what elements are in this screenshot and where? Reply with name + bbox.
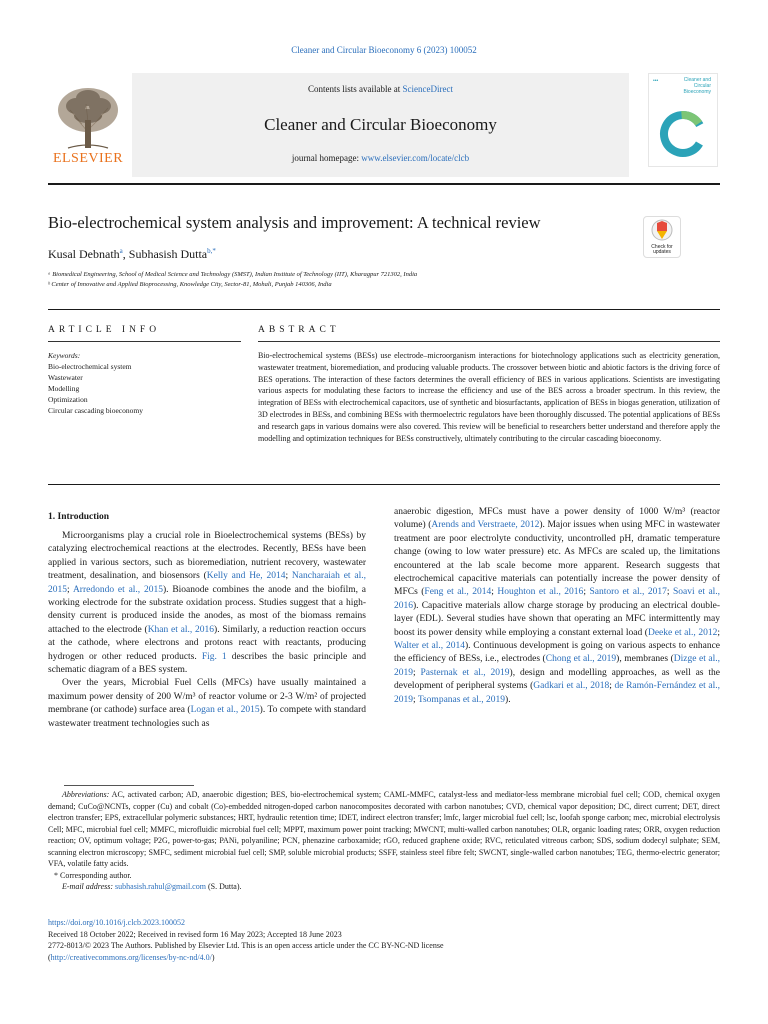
abbreviations-text: AC, activated carbon; AD, anaerobic digestion; BES, bio-electrochemical system; CAML-MMFC, catalyst-less and mediator-less membrane microbial fuel cell; COD, chemical oxygen demand; CuCo@NCNTs, copper (Cu) and cobalt (Co)-embedded nitrogen-doped carbon nanocomposites decorated with carbon nanotubes; CVD, chemical vapor deposition; DC, direct current; DET, direct electron transfer; EPS, extracellular polymeric substances; HRT, hydraulic retention time; IDET, indirect electron transfer; lmfc, larger microbial fuel cell; lsc, loofah sponge carbon; mec, microbial electrolysis Cell; MFC, microbial fuel cell; MMFC, microfluidic microbial fuel cell; MPPT, maximum power point tracking; MWCNT, multi-walled carbon nanotubes; OLR, organic loading rates; ORR, oxygen reduction reaction; OV, optimum voltage; P2G, power-to-gas; PANi, polyaniline; PCN, phenazine carboxamide; rGO, reduced graphene oxide; RVC, reticulated vitreous carbon; SDS, sodium dodecyl sulphate; SEM, scanning electron microscopy; SMFC, sediment microbial fuel cell; SMP, soluble microbial products; SSFF, stainless steel fibre felt; SWCNT, single-walled carbon nanotubes; TEG, thermo-electric generator; VFA, volatile fatty acids. bbox=[48, 790, 720, 868]
homepage-link[interactable]: www.elsevier.com/locate/clcb bbox=[361, 153, 470, 163]
text-run: ; bbox=[491, 587, 498, 598]
text-run: anaerobic digestion, MFCs must have a power density of 1000 W/m³ (reactor volume) ( bbox=[394, 507, 720, 531]
crossmark-icon bbox=[644, 217, 680, 243]
citation-link[interactable]: Kelly and He, 2014 bbox=[206, 571, 286, 582]
body-rule bbox=[48, 484, 720, 485]
crossmark-label: Check for updates bbox=[651, 244, 673, 255]
text-run: Microorganisms play a crucial role in Bioelectrochemical systems (BESs) by catalyzing electrochemical reactions at the electrodes. Recently, BESs have been applied in various sectors, such as bioremediation, nutrient recovery, wastewater treatment, desalination, and biosensors ( bbox=[48, 531, 366, 582]
article-title: Bio-electrochemical system analysis and improvement: A technical review bbox=[48, 213, 541, 232]
author-name: Subhasish Dutta bbox=[128, 247, 208, 261]
footnotes bbox=[48, 789, 720, 893]
text-run: ), membranes ( bbox=[616, 654, 674, 665]
journal-name: Cleaner and Circular Bioeconomy bbox=[264, 115, 497, 134]
abstract-rule bbox=[258, 341, 720, 342]
citation-link[interactable]: Arredondo et al., 2015 bbox=[72, 584, 163, 595]
journal-reference[interactable]: Cleaner and Circular Bioeconomy 6 (2023) 100052 bbox=[291, 45, 477, 55]
email-link[interactable]: subhasish.rahul@gmail.com bbox=[115, 882, 206, 891]
affiliation: ᵇ Center of Innovative and Applied Bioprocessing, Knowledge City, Sector-81, Mohali, Punjab 140306, India bbox=[48, 281, 332, 288]
text-run: ; bbox=[717, 627, 720, 638]
citation-link[interactable]: Houghton et al., 2016 bbox=[497, 587, 584, 598]
text-run: ). bbox=[505, 694, 511, 705]
abstract-heading: ABSTRACT bbox=[258, 325, 340, 335]
footnote-rule bbox=[64, 785, 194, 786]
cover-ring-icon bbox=[657, 108, 709, 160]
email-suffix: (S. Dutta). bbox=[205, 882, 242, 891]
license-paren-open: ( bbox=[48, 952, 51, 962]
body-column-right bbox=[394, 506, 720, 707]
author-affiliation-mark[interactable]: a bbox=[119, 247, 123, 255]
text-run: ). Bioanode combines the anode and the biofilm, a working electrode for the substrate oxidation process. Studies suggest that a high-density current is produced inside the anodes, as most of the biomass remains attached to the electrode ( bbox=[48, 584, 366, 635]
keyword: Bio-electrochemical system bbox=[48, 362, 132, 371]
text-run: Over the years, Microbial Fuel Cells (MFCs) have usually maintained a maximum power density of 200 W/m³ of reactor volume or 2-3 W/m² of projected membrane (or cathode) surface area ( bbox=[48, 678, 366, 716]
text-run: ; bbox=[285, 571, 292, 582]
citation-link[interactable]: Logan et al., 2015 bbox=[190, 705, 260, 716]
email-label: E-mail address: bbox=[62, 882, 116, 891]
corresponding-author-note: * Corresponding author. bbox=[54, 870, 132, 880]
author-list bbox=[48, 247, 216, 262]
abbreviations-label: Abbreviations: bbox=[62, 790, 110, 799]
text-run: ). Major issues when using MFC in wastewater treatment are poor electrolyte conductivity, uncontrolled pH, dramatic temperature change (owing to low water pressure) etc. As MFCs are scaled up, the limitations encountered at the lab scale become more apparent. Research suggests that electrochemical capacitive materials can potentially increase the power density of MFCs ( bbox=[394, 520, 720, 598]
journal-cover-thumbnail[interactable] bbox=[648, 73, 718, 167]
text-run: describes the basic principle and schematic diagram of a BES system. bbox=[48, 651, 366, 676]
citation-link[interactable]: Soavi et al., 2016 bbox=[394, 587, 721, 611]
copyright-license: 2772-8013/© 2023 The Authors. Published by Elsevier Ltd. This is an open access article under the CC BY-NC-ND license bbox=[48, 941, 444, 950]
citation-link[interactable]: Walter et al., 2014 bbox=[394, 641, 465, 652]
keywords-label: Keywords: bbox=[48, 351, 81, 360]
citation-link[interactable]: Fig. 1 bbox=[201, 651, 227, 662]
citation-link[interactable]: Khan et al., 2016 bbox=[147, 624, 215, 635]
article-info-rule bbox=[48, 341, 241, 342]
paragraph bbox=[48, 530, 366, 677]
text-run: ; bbox=[67, 584, 73, 595]
paragraph bbox=[48, 677, 366, 731]
text-run: ; bbox=[413, 667, 421, 678]
text-run: ; bbox=[666, 587, 673, 598]
text-run: ; bbox=[413, 694, 418, 705]
cover-title: Cleaner and Circular Bioeconomy bbox=[683, 77, 711, 95]
section-rule bbox=[48, 309, 720, 310]
article-info-heading: ARTICLE INFO bbox=[48, 325, 161, 335]
email-note bbox=[48, 881, 720, 893]
text-run: ). To compete with standard wastewater treatment technologies such as bbox=[48, 705, 367, 729]
citation-link[interactable]: Nancharaiah et al., 2015 bbox=[48, 571, 366, 595]
author-name: Kusal Debnath bbox=[48, 247, 120, 261]
citation-link[interactable]: Chong et al., 2019 bbox=[545, 654, 617, 665]
keyword: Circular cascading bioeconomy bbox=[48, 406, 143, 415]
contents-available bbox=[132, 84, 629, 94]
abstract-text: Bio-electrochemical systems (BESs) use electrode–microorganism interactions for biotechnology applications such as electricity generation, wastewater treatment, bioremediation, and producing valuable products. The crossover between biotic and abiotic factors is the driving force of BES operations. The interaction of these factors determines the overall efficiency of BES in various applications. Scientists are investigating various aspects for modulating these factors to increase the efficiency and use of the BES across a broader spectrum. In this review, the integration of BESs with electrochemical capacitors, use of synthetic and biosurfactants, application of BESs in biogas generation, utilization of 3D electrodes in BESs, and combining BESs with thermoelectric regulators have been thoroughly discussed. The potential applications of BESs and research gaps in various domains were also covered. This review will be beneficial to researchers better understand and therefore apply the modelling and optimization techniques for BESs constructively, ultimately contributing to the circular cascading bioeconomy. bbox=[258, 351, 720, 443]
keyword: Wastewater bbox=[48, 373, 83, 382]
citation-link[interactable]: Pasternak et al., 2019 bbox=[420, 667, 510, 678]
citation-link[interactable]: Deeke et al., 2012 bbox=[647, 627, 718, 638]
journal-homepage bbox=[132, 153, 629, 163]
sciencedirect-link[interactable]: ScienceDirect bbox=[402, 84, 453, 94]
keywords-block bbox=[48, 350, 238, 416]
citation-link[interactable]: Santoro et al., 2017 bbox=[589, 587, 667, 598]
license-paren-close: ) bbox=[211, 952, 215, 962]
cover-dots: ••• bbox=[653, 78, 659, 84]
section-heading: 1. Introduction bbox=[48, 512, 110, 522]
author-affiliation-mark[interactable]: b,* bbox=[207, 247, 216, 255]
text-run: ), design and modelling approaches, as well as the development of peripheral systems ( bbox=[394, 667, 720, 692]
text-run: ; bbox=[609, 681, 615, 692]
keyword: Optimization bbox=[48, 395, 88, 404]
affiliation: ᵃ Biomedical Engineering, School of Medical Science and Technology (SMST), Indian Institute of Technology (IIT), Kharagpur 721302, India bbox=[48, 271, 418, 278]
article-metadata-footer bbox=[48, 917, 720, 963]
header-rule bbox=[48, 183, 720, 185]
keyword: Modelling bbox=[48, 384, 80, 393]
text-run: ). Continuous development is going on various aspects to enhance the efficiency of BESs, i.e., electrodes ( bbox=[394, 641, 720, 665]
citation-link[interactable]: Feng et al., 2014 bbox=[424, 587, 492, 598]
text-run: ). Similarly, a reduction reaction occurs at the cathode, where electrons and protons react with reactants, producing hydrogen or other reduced products. bbox=[48, 624, 366, 662]
homepage-prefix: journal homepage: bbox=[291, 153, 362, 163]
publisher-wordmark: ELSEVIER bbox=[52, 151, 124, 166]
license-line bbox=[48, 952, 720, 964]
check-for-updates-badge[interactable] bbox=[643, 216, 681, 258]
received-dates: Received 18 October 2022; Received in revised form 16 May 2023; Accepted 18 June 2023 bbox=[48, 929, 342, 939]
citation-link[interactable]: Arends and Verstraete, 2012 bbox=[431, 520, 540, 531]
contents-prefix: Contents lists available at bbox=[308, 84, 403, 94]
license-link[interactable]: http://creativecommons.org/licenses/by-nc-nd/4.0/ bbox=[50, 952, 212, 962]
author-separator: , bbox=[122, 247, 129, 261]
citation-link[interactable]: Tsompanas et al., 2019 bbox=[417, 694, 506, 705]
text-run: ). Capacitive materials allow charge storage by producing an electrical double-layer (EDL). Several studies have shown that operating an MFC intermittently may boost its power density while employing a constant external load ( bbox=[394, 600, 720, 638]
body-column-left bbox=[48, 530, 366, 731]
citation-link[interactable]: Gadkari et al., 2018 bbox=[533, 681, 610, 692]
citation-link[interactable]: Dizge et al., 2019 bbox=[394, 654, 720, 678]
doi-link[interactable]: https://doi.org/10.1016/j.clcb.2023.100052 bbox=[48, 918, 185, 927]
abbreviations-note bbox=[48, 789, 720, 870]
text-run: ; bbox=[583, 587, 590, 598]
paragraph bbox=[394, 506, 720, 707]
citation-link[interactable]: de Ramón-Fernández et al., 2019 bbox=[394, 681, 720, 705]
